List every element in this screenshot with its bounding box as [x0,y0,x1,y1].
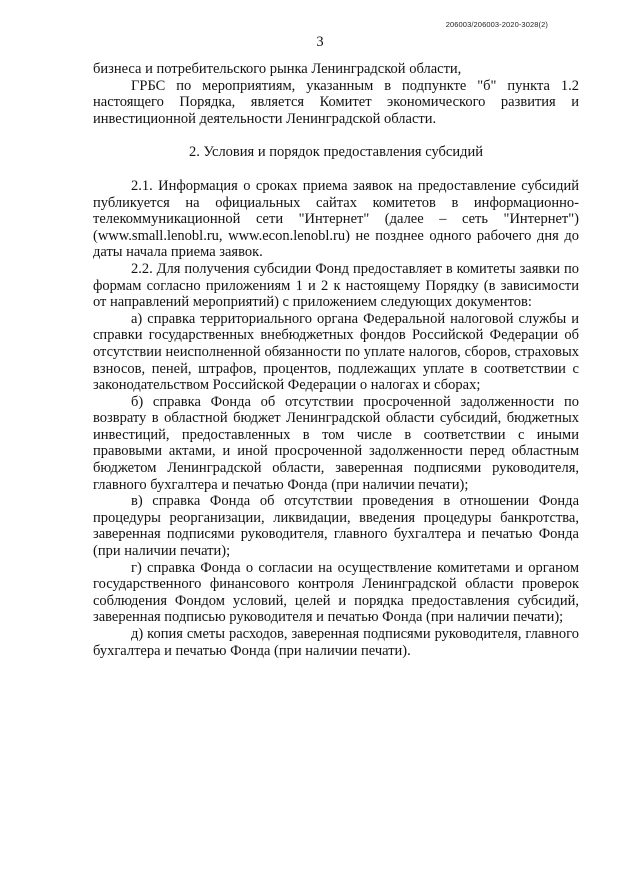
paragraph-grbs: ГРБС по мероприятиям, указанным в подпункте "б" пункта 1.2 настоящего Порядка, является Комитет экономического развития и инвестиционной деятельности Ленинградской области. [93,77,579,127]
document-id: 206003/206003-2020-3028(2) [445,20,548,29]
paragraph-continuation: бизнеса и потребительского рынка Ленинградской области, [93,61,462,77]
document-body [93,61,579,659]
paragraph-2-2: 2.2. Для получения субсидии Фонд предоставляет в комитеты заявки по формам согласно приложениям 1 и 2 к настоящему Порядку (в зависимости от направлений мероприятий) с приложением следующих документов: [93,260,579,311]
page-number: 3 [316,34,324,50]
section-title: 2. Условия и порядок предоставления субсидий [188,144,483,161]
list-item-g: г) справка Фонда о согласии на осуществление комитетами и органом государственного финансового контроля Ленинградской области проверок соблюдения Фондом условий, целей и порядка предоставления субсидий, заверенная подписью руководителя и печатью Фонда (при наличии печати); [93,559,579,626]
list-item-v: в) справка Фонда об отсутствии проведения в отношении Фонда процедуры реорганизации, ликвидации, введения процедуры банкротства, заверенная подписями руководителя, главного бухгалтера и печатью Фонда (при наличии печати); [93,493,579,560]
list-item-b: б) справка Фонда об отсутствии просроченной задолженности по возврату в областной бюджет Ленинградской области субсидий, бюджетных инвестиций, предоставленных в том числе в соответствии с иными правовыми актами, и иной просроченной задолженности перед областным бюджетом Ленинградской области, заверенная подписями руководителя, главного бухгалтера и печатью Фонда (при наличии печати); [93,393,579,493]
paragraph-2-1: 2.1. Информация о сроках приема заявок на предоставление субсидий публикуется на официальных сайтах комитетов в информационно-телекоммуникационной сети "Интернет" (далее – сеть "Интернет") (www.small.lenobl.ru, www.econ.lenobl.ru) не позднее одного рабочего дня до даты начала приема заявок. [93,177,579,261]
list-item-a: а) справка территориального органа Федеральной налоговой службы и справки государственных внебюджетных фондов Российской Федерации об отсутствии неисполненной обязанности по уплате налогов, сборов, страховых взносов, пеней, штрафов, процентов, подлежащих уплате в соответствии с законодательством Российской Федерации о налогах и сборах; [93,310,579,394]
list-item-d: д) копия сметы расходов, заверенная подписями руководителя, главного бухгалтера и печатью Фонда (при наличии печати). [93,626,579,659]
